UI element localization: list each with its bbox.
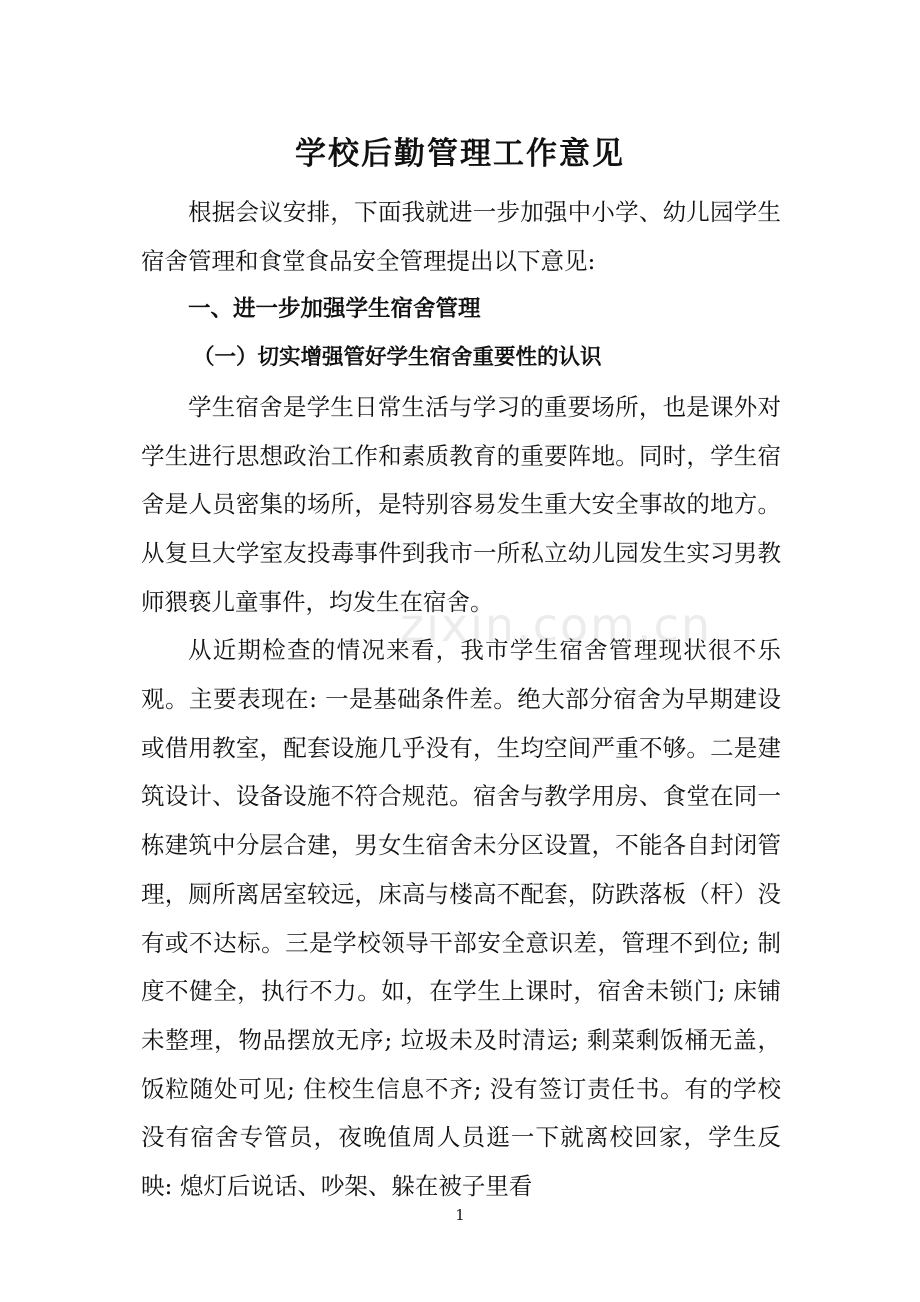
subsection-heading: （一）切实增强管好学生宿舍重要性的认识: [193, 345, 602, 371]
body-paragraph: 从近期检查的情况来看，我市学生宿舍管理现状很不乐观。主要表现在: 一是基础条件差。绝大部分宿舍为早期建设或借用教室，配套设施几乎没有，生均空间严重不够。二是建筑设计、设备设施不符合规范。宿舍与教学用房、食堂在同一栋建筑中分层合建，男女生宿舍未分区设置，不能各自封闭管理，厕所离居室较远，床高与楼高不配套，防跌落板（杆）没有或不达标。三是学校领导干部安全意识差，管理不到位; 制度不健全，执行不力。如，在学生上课时，宿舍未锁门; 床铺未整理，物品摆放无序; 垃圾未及时清运; 剩菜剩饭桶无盖，饭粒随处可见; 住校生信息不齐; 没有签订责任书。有的学校没有宿舍专管员，夜晚值周人员逛一下就离校回家，学生反映: 熄灯后说话、吵架、躲在被子里看: [141, 636, 781, 1201]
page-number: 1: [455, 1206, 465, 1224]
document-body: [141, 188, 781, 1211]
section-heading: 一、进一步加强学生宿舍管理: [188, 296, 481, 323]
watermark: zixin.com.cn: [400, 598, 713, 652]
body-paragraph: 学生宿舍是学生日常生活与学习的重要场所，也是课外对学生进行思想政治工作和素质教育的重要阵地。同时，学生宿舍是人员密集的场所，是特别容易发生重大安全事故的地方。从复旦大学室友投毒事件到我市一所私立幼儿园发生实习男教师猥亵儿童事件，均发生在宿舍。: [141, 392, 781, 616]
document-title: 学校后勤管理工作意见: [295, 136, 625, 172]
intro-paragraph: 根据会议安排，下面我就进一步加强中小学、幼儿园学生宿舍管理和食堂食品安全管理提出以下意见:: [141, 198, 781, 275]
